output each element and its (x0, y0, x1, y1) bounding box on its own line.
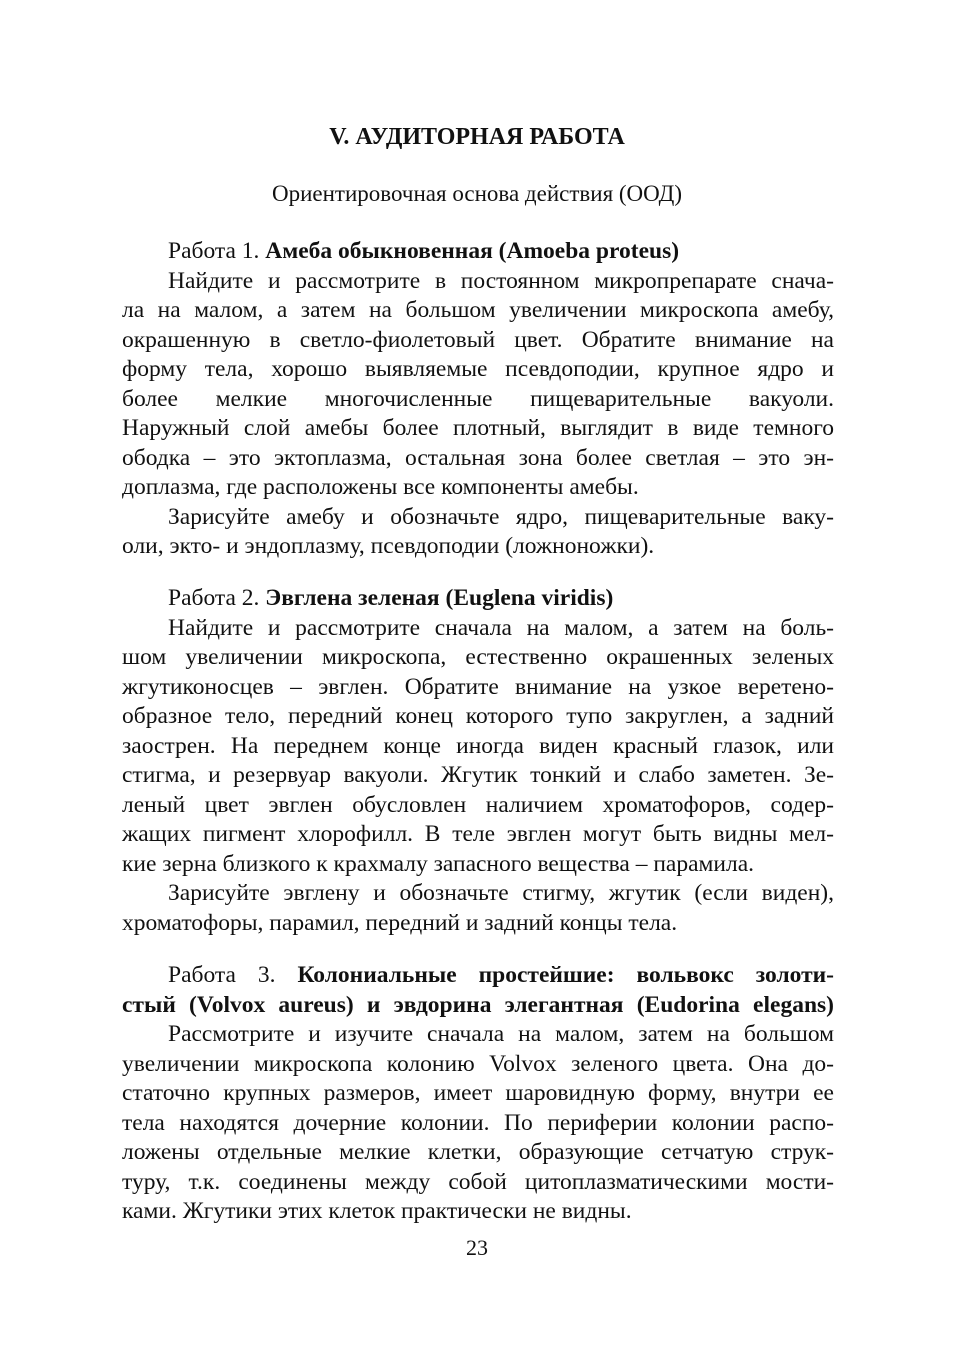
text-line: ложены отдельные мелкие клетки, образующие сетчатую струк- (122, 1139, 834, 1165)
text-line: статочно крупных размеров, имеет шаровидную форму, внутри ее (122, 1080, 834, 1106)
section-title: V. АУДИТОРНАЯ РАБОТА (329, 124, 625, 150)
work-2-label: Работа 2. (168, 585, 266, 611)
text-line: жащих пигмент хлорофилл. В теле эвглен могут быть видны мел- (122, 821, 834, 847)
text-line: форму тела, хорошо выявляемые псевдоподии, крупное ядро и (122, 356, 834, 382)
text-line: тела находятся дочерние колонии. По периферии колонии распо- (122, 1109, 834, 1136)
work-1-heading: Амеба обыкновенная (Amoeba proteus) (265, 238, 680, 264)
text-line: ободка – это эктоплазма, остальная зона более светлая – это эн- (122, 444, 834, 471)
work-1-label: Работа 1. (168, 238, 266, 264)
work-3-heading-continuation: стый (Volvox aureus) и эвдорина элегантная (Eudorina elegans) (122, 991, 834, 1018)
text-line: более мелкие многочисленные пищеварительные вакуоли. (122, 385, 834, 412)
work-2-heading-line (122, 584, 834, 614)
text-line: Зарисуйте эвглену и обозначьте стигму, жгутик (если виден), (168, 880, 834, 906)
text-line: Найдите и рассмотрите в постоянном микропрепарате снача- (168, 267, 834, 294)
text-line: Найдите и рассмотрите сначала на малом, а затем на боль- (168, 614, 834, 641)
work-3-heading-line (122, 961, 834, 991)
text-line: ками. Жгутики этих клеток практически не видны. (122, 1198, 632, 1224)
text-line: стигма, и резервуар вакуоли. Жгутик тонкий и слабо заметен. Зе- (122, 762, 834, 788)
work-3 (122, 961, 834, 1227)
text-line: Рассмотрите и изучите сначала на малом, затем на большом (168, 1021, 834, 1047)
page-number: 23 (466, 1235, 488, 1260)
text-line: оли, экто- и эндоплазму, псевдоподии (ложноножки). (122, 533, 655, 559)
text-line: леный цвет эвглен обусловлен наличием хроматофоров, содер- (122, 791, 834, 818)
text-line: Наружный слой амебы более плотный, выглядит в виде темного (122, 415, 834, 441)
work-3-heading: Колониальные простейшие: вольвокс золоти- (297, 962, 834, 988)
text-line: туру, т.к. соединены между собой цитоплазматическими мости- (122, 1168, 834, 1195)
text-line: кие зерна близкого к крахмалу запасного вещества – парамила. (122, 850, 755, 877)
work-2-heading: Эвглена зеленая (Euglena viridis) (265, 585, 614, 611)
work-2 (122, 584, 834, 938)
text-line: увеличении микроскопа колонию Volvox зеленого цвета. Она до- (122, 1050, 834, 1077)
text-line: шом увеличении микроскопа, естественно окрашенных зеленых (122, 644, 834, 670)
text-line: доплазма, где расположены все компоненты амебы. (122, 474, 639, 500)
text-line: заострен. На переднем конце иногда виден красный глазок, или (122, 732, 834, 759)
text-line: образное тело, передний конец которого тупо закруглен, а задний (122, 703, 834, 729)
work-3-label: Работа 3. (168, 962, 298, 988)
text-line: жгутиконосцев – эвглен. Обратите внимание на узкое веретено- (122, 673, 834, 700)
text-line: Зарисуйте амебу и обозначьте ядро, пищеварительные ваку- (168, 503, 834, 530)
section-subtitle: Ориентировочная основа действия (ООД) (272, 181, 682, 206)
text-line: ла на малом, а затем на большом увеличении микроскопа амебу, (122, 297, 834, 323)
text-line: хроматофоры, парамил, передний и задний концы тела. (122, 909, 678, 936)
text-line: окрашенную в светло-фиолетовый цвет. Обратите внимание на (122, 326, 834, 353)
work-1 (122, 237, 834, 562)
work-1-heading-line (122, 237, 834, 267)
